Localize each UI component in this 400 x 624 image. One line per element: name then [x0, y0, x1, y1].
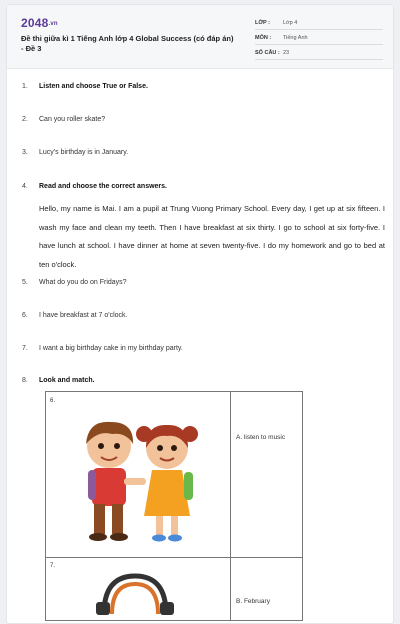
document-title: Đề thi giữa kì 1 Tiếng Anh lớp 4 Global Success (có đáp án) - Đề 3	[21, 34, 234, 53]
headphones-icon	[90, 570, 180, 615]
document-page: 2048.vn Đề thi giữa kì 1 Tiếng Anh lớp 4 Global Success (có đáp án) - Đề 3 LỚP : Lớp 4 MÔN : Tiếng Anh SỐ CÂU : 23 1. Listen and choose True or False. 2. Can you roller skate? 3. Lucy's birthday is in January. 4. Read and choose the correct answers. Hello, my name is Mai. I am a pupil at Trung Vuong Primary School. Every day, I get up at six fifteen. I wash my face and clean my teeth. Then I have breakfast at six thirty. I go to school at six forty-five. I have lunch at school. I have dinner at home at seven twenty-five. I do my homework and go to bed at ten o'clock. 5. What do you do on Fridays? 6. I have breakfast at 7 o'clock. 7. I want a big birthday cake in my birthday party. 8. Look and match. 6. A. listen to music 7. B. February	[6, 4, 394, 624]
match-row-number: 6.	[50, 398, 56, 404]
meta-question-count: SỐ CÂU : 23	[255, 48, 383, 60]
meta-subject: MÔN : Tiếng Anh	[255, 33, 383, 45]
match-row-number: 7.	[50, 563, 56, 569]
two-kids-holding-hands-icon	[64, 416, 214, 551]
reading-passage: Hello, my name is Mai. I am a pupil at Trung Vuong Primary School. Every day, I get up at six fifteen. I wash my face and clean my teeth. Then I have breakfast at six thirty. I go to school at six forty-five. I have lunch at school. I have dinner at home at seven twenty-five. I do my homework and go to bed at ten o'clock.	[39, 204, 385, 269]
match-table	[45, 391, 303, 621]
table-divider	[46, 557, 302, 558]
match-answer: B. February	[236, 598, 270, 605]
match-answer: A. listen to music	[236, 434, 286, 441]
document-header	[7, 5, 393, 69]
site-logo[interactable]: 2048.vn	[21, 16, 58, 30]
table-divider	[230, 392, 231, 620]
meta-class: LỚP : Lớp 4	[255, 18, 383, 30]
